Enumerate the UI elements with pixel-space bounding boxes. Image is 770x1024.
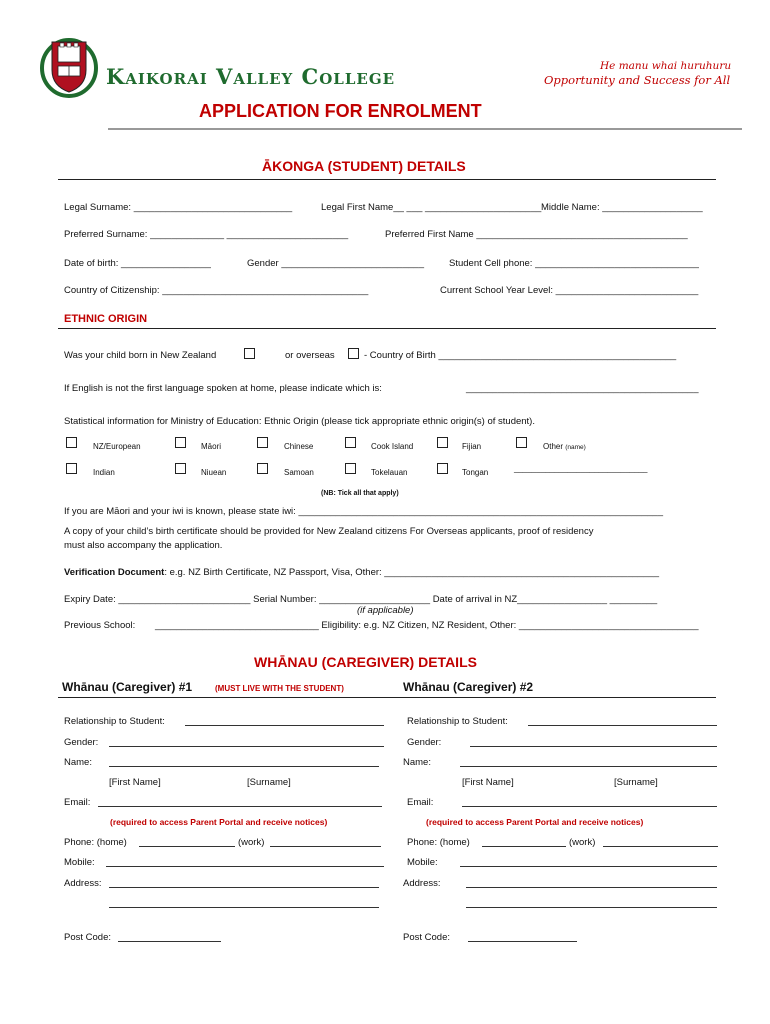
school-name: Kaikorai Valley College	[106, 64, 396, 89]
gender-field[interactable]: Gender ___________________________	[247, 258, 424, 269]
birth-certificate-note-2: must also accompany the application.	[64, 540, 223, 551]
school-crest	[38, 32, 100, 98]
ethnicity-checkbox-samoan[interactable]	[257, 463, 268, 474]
cg1-relationship-label: Relationship to Student:	[64, 716, 165, 727]
cg1-mobile-field[interactable]	[106, 857, 384, 867]
ethnicity-checkbox-maori[interactable]	[175, 437, 186, 448]
statistical-info-text: Statistical information for Ministry of Education: Ethnic Origin (please tick appropriate ethnic origin(s) of student).	[64, 416, 535, 427]
ethnicity-label: Māori	[201, 442, 222, 451]
verification-label: Verification Document	[64, 567, 165, 578]
cg2-portal-note: (required to access Parent Portal and receive notices)	[426, 817, 644, 827]
cg2-email-label: Email:	[407, 797, 434, 808]
ethnicity-label: Fijian	[462, 442, 482, 451]
preferred-surname-field[interactable]: Preferred Surname: ______________ _______________________	[64, 229, 349, 240]
ethnicity-label: Samoan	[284, 468, 314, 477]
other-name-hint: (name)	[565, 444, 586, 451]
student-section-title: ĀKONGA (STUDENT) DETAILS	[262, 158, 466, 174]
cg2-phone-home-field[interactable]	[482, 837, 566, 847]
cg1-address-label: Address:	[64, 878, 102, 889]
ethnicity-checkbox-indian[interactable]	[66, 463, 77, 474]
cg2-name-field[interactable]	[460, 757, 717, 767]
cg1-gender-label: Gender:	[64, 737, 99, 748]
english-question: If English is not the first language spoken at home, please indicate which is:	[64, 383, 382, 394]
caregiver-1-note: (MUST LIVE WITH THE STUDENT)	[215, 684, 344, 693]
ethnic-section-title: ETHNIC ORIGIN	[64, 313, 148, 325]
cg2-postcode-label: Post Code:	[403, 932, 450, 943]
previous-school-label: Previous School:	[64, 620, 136, 631]
cg2-address-field-2[interactable]	[466, 898, 717, 908]
cg2-gender-label: Gender:	[407, 737, 442, 748]
student-section-rule	[58, 179, 716, 180]
country-of-birth-field[interactable]: - Country of Birth _____________________________________________	[364, 350, 677, 361]
cg1-phone-home-label: Phone: (home)	[64, 837, 127, 848]
cg2-work-field[interactable]	[603, 837, 718, 847]
cg1-work-field[interactable]	[270, 837, 381, 847]
iwi-field[interactable]: If you are Māori and your iwi is known, please state iwi: _____________________________________________________________________	[64, 506, 663, 517]
cg1-postcode-label: Post Code:	[64, 932, 111, 943]
other-ethnicity-field[interactable]: ______________________________	[514, 464, 648, 473]
motto-english: Opportunity and Success for All	[544, 73, 731, 87]
cg1-email-label: Email:	[64, 797, 91, 808]
ethnicity-label: Indian	[93, 468, 115, 477]
cg1-name-field[interactable]	[109, 757, 379, 767]
cg1-work-label: (work)	[238, 837, 265, 848]
cg2-address-label: Address:	[403, 878, 441, 889]
cg1-relationship-field[interactable]	[185, 716, 384, 726]
cg2-mobile-label: Mobile:	[407, 857, 438, 868]
cg1-portal-note: (required to access Parent Portal and receive notices)	[110, 817, 328, 827]
ethnicity-checkbox-chinese[interactable]	[257, 437, 268, 448]
cg2-address-field[interactable]	[466, 878, 717, 888]
ethnic-section-rule	[58, 328, 716, 329]
ethnicity-label: Niuean	[201, 468, 227, 477]
cg2-postcode-field[interactable]	[468, 932, 577, 942]
caregiver-2-title: Whānau (Caregiver) #2	[403, 680, 534, 694]
ethnicity-checkbox-niuean[interactable]	[175, 463, 186, 474]
ethnicity-checkbox-tongan[interactable]	[437, 463, 448, 474]
verification-document-field[interactable]	[64, 567, 659, 578]
motto-maori: He manu whai huruhuru	[600, 60, 732, 72]
cg2-relationship-field[interactable]	[528, 716, 717, 726]
ethnicity-label: Tokelauan	[371, 468, 408, 477]
student-cell-phone-field[interactable]: Student Cell phone: _______________________________	[449, 258, 699, 269]
citizenship-field[interactable]: Country of Citizenship: _______________________________________	[64, 285, 369, 296]
cg2-mobile-field[interactable]	[460, 857, 717, 867]
cg2-first-name-hint: [First Name]	[462, 777, 514, 788]
cg2-email-field[interactable]	[462, 797, 717, 807]
cg1-surname-hint: [Surname]	[247, 777, 291, 788]
overseas-label: or overseas	[285, 350, 335, 361]
cg1-mobile-label: Mobile:	[64, 857, 95, 868]
cg1-postcode-field[interactable]	[118, 932, 221, 942]
cg2-relationship-label: Relationship to Student:	[407, 716, 508, 727]
cg1-name-label: Name:	[64, 757, 92, 768]
ethnicity-label: Chinese	[284, 442, 314, 451]
ethnicity-label: NZ/European	[93, 442, 141, 451]
if-applicable-note: (if applicable)	[357, 605, 414, 616]
whanau-section-title: WHĀNAU (CAREGIVER) DETAILS	[254, 654, 477, 670]
legal-surname-field[interactable]: Legal Surname: ______________________________	[64, 202, 293, 213]
school-year-field[interactable]: Current School Year Level: ___________________________	[440, 285, 699, 296]
form-title: APPLICATION FOR ENROLMENT	[199, 101, 482, 121]
cg2-gender-field[interactable]	[470, 737, 717, 747]
expiry-serial-arrival-fields[interactable]: Expiry Date: _________________________ Serial Number: _____________________ Date of arrival in NZ_________________ _________	[64, 594, 658, 605]
cg1-address-field[interactable]	[109, 878, 379, 888]
home-language-field[interactable]: ____________________________________________	[466, 383, 699, 394]
verification-line: : e.g. NZ Birth Certificate, NZ Passport, Visa, Other: ____________________________________________________	[164, 567, 660, 578]
cg1-gender-field[interactable]	[109, 737, 384, 747]
born-nz-label: Was your child born in New Zealand	[64, 350, 217, 361]
preferred-first-name-field[interactable]: Preferred First Name ________________________________________	[385, 229, 688, 240]
birth-certificate-note-1: A copy of your child’s birth certificate should be provided for New Zealand citizens For Overseas applicants, proof of residency	[64, 526, 594, 537]
cg2-phone-home-label: Phone: (home)	[407, 837, 470, 848]
other-label-text: Other	[543, 442, 566, 451]
tick-all-note: (NB: Tick all that apply)	[321, 490, 399, 497]
cg1-email-field[interactable]	[98, 797, 382, 807]
legal-first-name-field[interactable]: Legal First Name__ ___ ______________________	[321, 202, 542, 213]
middle-name-field[interactable]: Middle Name: ___________________	[541, 202, 703, 213]
ethnicity-checkbox-other[interactable]	[516, 437, 527, 448]
ethnicity-label: Tongan	[462, 468, 489, 477]
ethnicity-other-label	[543, 442, 586, 451]
cg1-address-field-2[interactable]	[109, 898, 379, 908]
crest-icon	[38, 32, 100, 98]
ethnicity-label: Cook Island	[371, 442, 414, 451]
born-nz-checkbox[interactable]	[244, 348, 255, 359]
caregiver-1-title: Whānau (Caregiver) #1	[62, 680, 193, 694]
cg2-work-label: (work)	[569, 837, 596, 848]
header-rule	[108, 128, 742, 130]
caregiver-rule	[58, 697, 716, 698]
date-of-birth-field[interactable]: Date of birth: _________________	[64, 258, 211, 269]
overseas-checkbox[interactable]	[348, 348, 359, 359]
ethnicity-checkbox-fijian[interactable]	[437, 437, 448, 448]
cg2-surname-hint: [Surname]	[614, 777, 658, 788]
cg2-name-label: Name:	[403, 757, 431, 768]
cg1-phone-home-field[interactable]	[139, 837, 235, 847]
previous-school-eligibility-field[interactable]: _______________________________ Eligibility: e.g. NZ Citizen, NZ Resident, Other: __________________________________	[155, 620, 699, 631]
ethnicity-checkbox-tokelauan[interactable]	[345, 463, 356, 474]
ethnicity-checkbox-cook-island[interactable]	[345, 437, 356, 448]
cg1-first-name-hint: [First Name]	[109, 777, 161, 788]
ethnicity-checkbox-nz-european[interactable]	[66, 437, 77, 448]
